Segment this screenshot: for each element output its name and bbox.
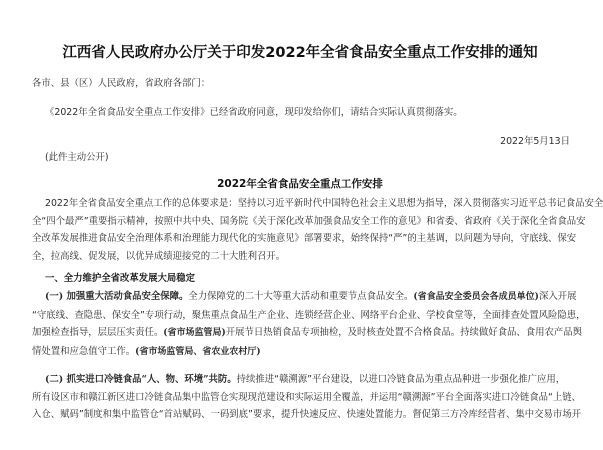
general-requirements-paragraph: [32, 195, 603, 265]
item-lead: (二) 抓实进口冷链食品“人、物、环境”共防。: [45, 374, 237, 385]
paragraph-line: [32, 371, 568, 389]
salutation: 各市、县（区）人民政府，省政府各部门：: [32, 78, 211, 89]
paragraph-line: [32, 343, 568, 362]
paragraph-line: “守底线、查隐患、保安全”专项行动，聚焦重点食品生产企业、连锁经营企业、网络平台企业、学校食堂等，全面排查处置风险隐患，: [32, 309, 586, 321]
public-note: (此件主动公开): [45, 152, 109, 163]
paragraph-line: 全改革发展推进食品安全治理体系和治理能力现代化的实施意见》部署要求，始终保持“严”的主基调，以问题为导向，守底线、保安: [32, 233, 577, 244]
paragraph-line: [32, 288, 577, 307]
item-paragraph: [32, 288, 586, 361]
item-text: 加强检查指导，层层压实责任。: [32, 327, 164, 338]
item-paragraph: [32, 371, 581, 424]
document-title: 江西省人民政府办公厅关于印发2022年全省食品安全重点工作安排的通知: [62, 45, 538, 61]
item-text: 持续推进“赣溯源”平台建设，以进口冷链食品为重点品种进一步强化推广应用，: [236, 374, 566, 385]
issue-date: 2022年5月13日: [500, 136, 570, 147]
paragraph-line: 全“四个最严”重要指示精神，按照中共中央、国务院《关于深化改革加强食品安全工作的意见》和省委、省政府《关于深化全省食品安: [32, 215, 586, 227]
paragraph-line: 所有设区市和赣江新区进口冷链食品集中监管仓实现现范建设和实际运用全覆盖，并运用“赣溯源”平台全面落实进口冷链食品“上链、: [32, 391, 581, 403]
item-text: 全力保障党的二十大等重大活动和重要节点食品安全。: [188, 291, 414, 302]
item-text: 深入开展: [538, 291, 577, 302]
responsible-note: (省市场监管局、省农业农村厅): [135, 346, 261, 357]
item-text: 开展节日热销食品专项抽检，及时核查处置不合格食品。持续做好食品、食用农产品舆: [225, 327, 583, 338]
paragraph-line: [32, 324, 583, 343]
section-heading: 一、全力维护全省改革发展大局稳定: [45, 273, 196, 284]
item-text: 情处置和应急值守工作。: [32, 345, 136, 357]
responsible-note: (省食品安全委员会各成员单位): [413, 292, 539, 302]
paragraph-line: 2022年全省食品安全重点工作的总体要求是：坚持以习近平新时代中国特色社会主义思想为指导，深入贯彻落实习近平总书记食品安全: [45, 198, 603, 209]
intro-paragraph: 《2022年全省食品安全重点工作安排》已经省政府同意，现印发给你们，请结合实际认真贯彻落实。: [45, 107, 463, 118]
responsible-note: (省市场监管局): [163, 328, 226, 338]
plan-title: 2022年全省食品安全重点工作安排: [217, 178, 383, 190]
paragraph-line: 全，拉高线、促发展，以优异成绩迎接党的二十大胜利召开。: [32, 250, 286, 262]
paragraph-line: 入仓、赋码”制度和集中监管仓“首站赋码、一码到底”要求，提升快速反应、快速处置能力。督促第三方冷库经营者、集中交易市场开: [32, 409, 581, 420]
item-lead: (一) 加强重大活动食品安全保障。: [45, 291, 189, 302]
